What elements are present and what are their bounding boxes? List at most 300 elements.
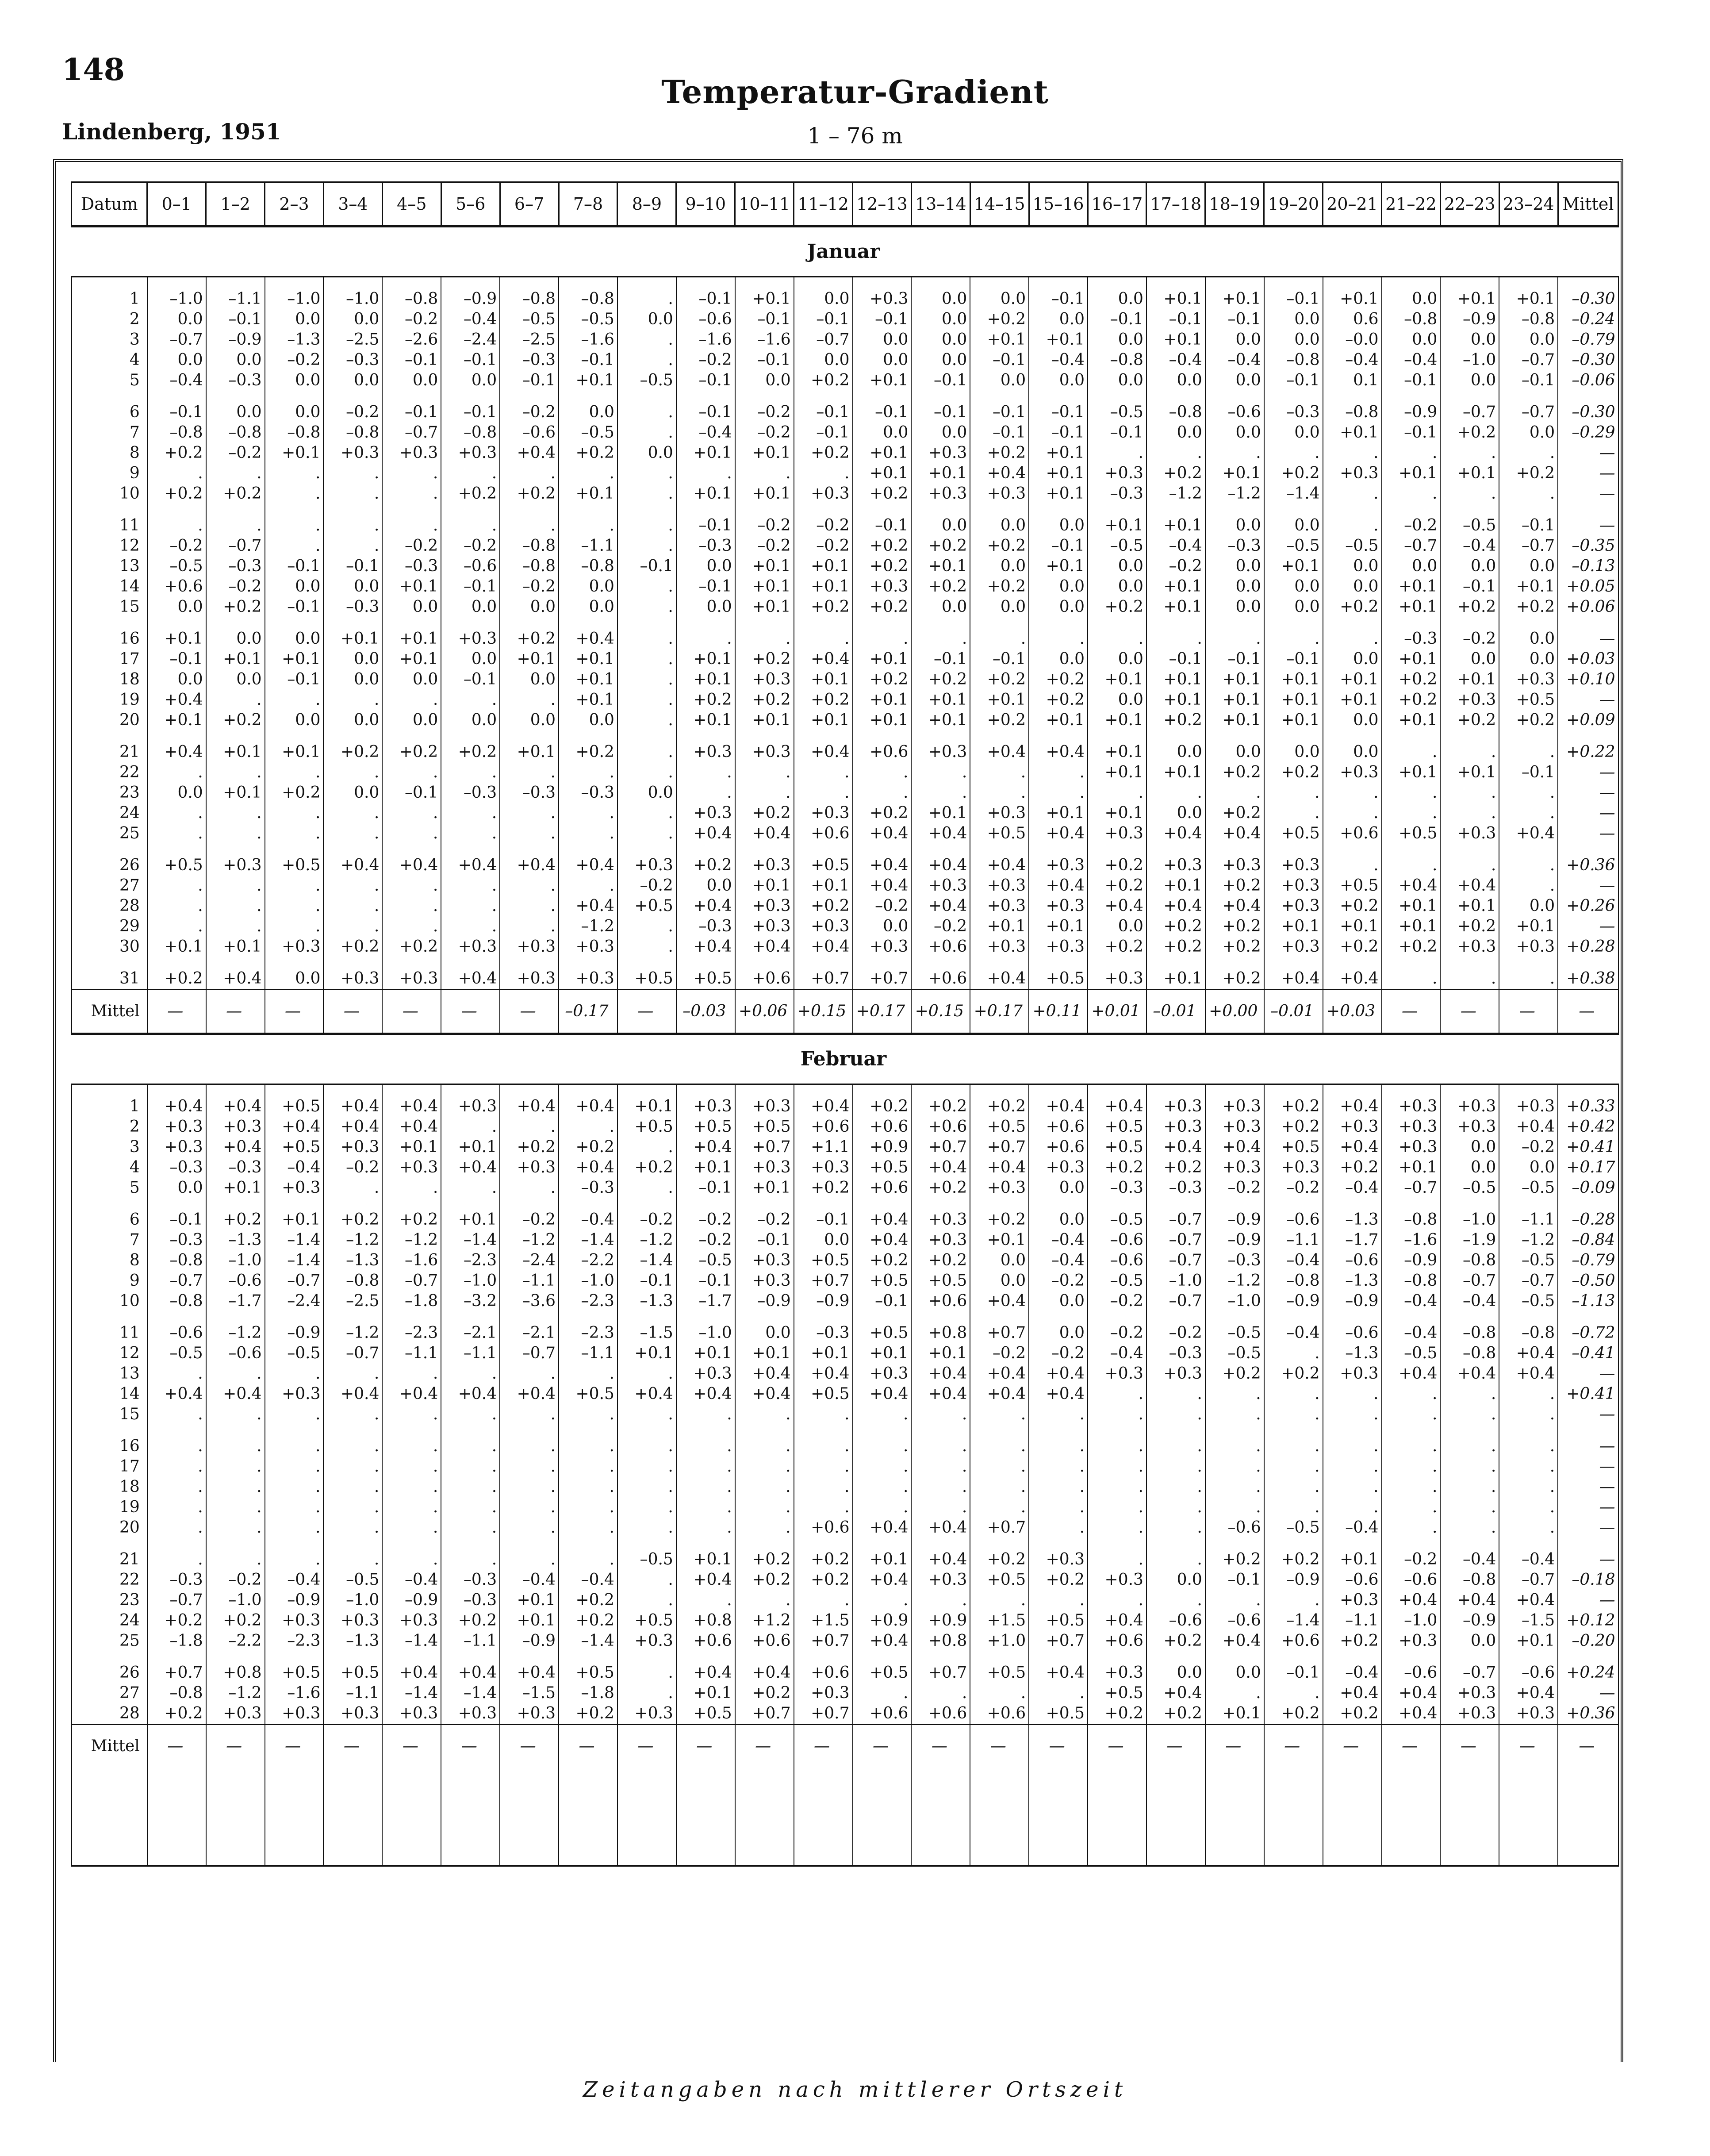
value-cell: +0.1 xyxy=(441,1210,500,1230)
value-cell: –0.4 xyxy=(1382,350,1441,370)
value-cell: +0.4 xyxy=(1205,1137,1264,1157)
value-cell: +0.2 xyxy=(1029,690,1088,710)
daily-mean-cell: –0.50 xyxy=(1558,1271,1618,1291)
value-cell: +0.1 xyxy=(735,289,794,309)
value-cell: 0.0 xyxy=(559,402,617,423)
value-cell: –0.7 xyxy=(794,330,853,350)
value-cell: +0.4 xyxy=(147,1096,206,1117)
value-cell: –1.3 xyxy=(206,1230,265,1250)
value-cell: . xyxy=(735,629,794,649)
value-cell: –0.1 xyxy=(147,649,206,669)
value-cell: –0.3 xyxy=(676,916,735,937)
table-row xyxy=(72,855,1618,876)
value-cell: +0.3 xyxy=(1088,1364,1146,1384)
value-cell: –0.7 xyxy=(1382,1178,1441,1198)
value-cell: +0.4 xyxy=(1029,823,1088,844)
monthly-mean-cell: — xyxy=(1499,990,1558,1034)
value-cell: –2.1 xyxy=(500,1323,559,1343)
value-cell: +0.5 xyxy=(265,1096,324,1117)
value-cell: +0.2 xyxy=(1264,1549,1323,1570)
value-cell: +0.2 xyxy=(382,937,441,957)
value-cell: +0.2 xyxy=(794,690,853,710)
value-cell: . xyxy=(500,1364,559,1384)
monthly-mean-cell: — xyxy=(441,1725,500,1768)
column-header-hour: 5–6 xyxy=(441,182,500,227)
value-cell: +0.4 xyxy=(735,1663,794,1683)
value-cell: . xyxy=(1146,1384,1205,1404)
value-cell: +0.1 xyxy=(853,690,912,710)
value-cell: –0.4 xyxy=(1264,1323,1323,1343)
value-cell: +0.4 xyxy=(1146,1683,1205,1703)
value-cell: –0.2 xyxy=(1264,1178,1323,1198)
monthly-mean-cell: — xyxy=(1088,1725,1146,1768)
value-cell: +0.4 xyxy=(441,968,500,990)
value-cell: +0.3 xyxy=(206,1117,265,1137)
value-cell: +0.1 xyxy=(382,629,441,649)
value-cell: . xyxy=(1499,1477,1558,1497)
value-cell: . xyxy=(382,876,441,896)
value-cell: . xyxy=(206,690,265,710)
table-row xyxy=(72,484,1618,504)
value-cell: –0.8 xyxy=(323,423,382,443)
value-cell: –0.8 xyxy=(1264,350,1323,370)
value-cell: 0.0 xyxy=(911,289,970,309)
value-cell: +0.3 xyxy=(735,1157,794,1178)
value-cell: . xyxy=(1205,1436,1264,1457)
value-cell: +0.3 xyxy=(382,443,441,463)
value-cell: –1.0 xyxy=(1440,1210,1499,1230)
value-cell: –0.9 xyxy=(1205,1210,1264,1230)
value-cell: +0.3 xyxy=(382,1157,441,1178)
value-cell: +0.5 xyxy=(853,1323,912,1343)
value-cell: +0.6 xyxy=(853,1178,912,1198)
value-cell: . xyxy=(1382,1457,1441,1477)
value-cell: +0.3 xyxy=(1205,1157,1264,1178)
table-row xyxy=(72,443,1618,463)
value-cell: +0.2 xyxy=(617,1157,676,1178)
value-cell: +0.3 xyxy=(382,1703,441,1725)
header-row xyxy=(72,182,1618,227)
value-cell: +0.2 xyxy=(382,1210,441,1230)
daily-mean-cell: +0.41 xyxy=(1558,1384,1618,1404)
date-cell: 14 xyxy=(72,1384,147,1404)
value-cell: +0.2 xyxy=(794,896,853,916)
value-cell: . xyxy=(1499,855,1558,876)
value-cell: . xyxy=(1088,1497,1146,1518)
value-cell: . xyxy=(265,484,324,504)
value-cell: +0.3 xyxy=(1382,1096,1441,1117)
value-cell: +0.2 xyxy=(970,1210,1029,1230)
daily-mean-cell: –1.13 xyxy=(1558,1291,1618,1311)
value-cell: . xyxy=(1499,876,1558,896)
value-cell: . xyxy=(559,823,617,844)
daily-mean-cell: +0.09 xyxy=(1558,710,1618,730)
value-cell: +0.3 xyxy=(323,443,382,463)
column-header-hour: 22–23 xyxy=(1440,182,1499,227)
group-spacer xyxy=(72,1538,1618,1549)
value-cell: –1.2 xyxy=(559,916,617,937)
value-cell: +0.4 xyxy=(147,690,206,710)
value-cell: . xyxy=(1382,1497,1441,1518)
value-cell: . xyxy=(617,350,676,370)
value-cell: . xyxy=(853,762,912,783)
value-cell: –0.1 xyxy=(735,309,794,330)
value-cell: +0.1 xyxy=(735,576,794,597)
value-cell: +0.1 xyxy=(970,330,1029,350)
monthly-mean-cell: — xyxy=(1382,1725,1441,1768)
value-cell: –1.0 xyxy=(323,289,382,309)
value-cell: +0.2 xyxy=(1440,916,1499,937)
value-cell: +0.3 xyxy=(911,484,970,504)
value-cell: . xyxy=(1440,1436,1499,1457)
table-row xyxy=(72,350,1618,370)
value-cell: 0.0 xyxy=(1088,370,1146,391)
value-cell: –1.8 xyxy=(147,1631,206,1651)
value-cell: . xyxy=(382,1518,441,1538)
value-cell: . xyxy=(1146,1549,1205,1570)
value-cell: +0.5 xyxy=(265,1137,324,1157)
value-cell: . xyxy=(1440,968,1499,990)
value-cell: +0.3 xyxy=(794,484,853,504)
value-cell: . xyxy=(1440,443,1499,463)
value-cell: +0.2 xyxy=(1323,1631,1382,1651)
value-cell: . xyxy=(1029,783,1088,803)
value-cell: +0.4 xyxy=(559,896,617,916)
value-cell: +0.2 xyxy=(1264,762,1323,783)
value-cell: –2.5 xyxy=(500,330,559,350)
monthly-mean-cell: — xyxy=(382,990,441,1034)
value-cell: . xyxy=(617,669,676,690)
table-row xyxy=(72,289,1618,309)
value-cell: +0.2 xyxy=(441,742,500,762)
value-cell: . xyxy=(206,823,265,844)
value-cell: –0.6 xyxy=(1205,402,1264,423)
value-cell: –0.6 xyxy=(500,423,559,443)
value-cell: +0.3 xyxy=(735,1250,794,1271)
value-cell: 0.0 xyxy=(500,597,559,617)
value-cell: . xyxy=(676,1497,735,1518)
value-cell: –0.1 xyxy=(676,515,735,536)
value-cell: +0.2 xyxy=(794,1570,853,1590)
value-cell: 0.0 xyxy=(1382,289,1441,309)
value-cell: –1.4 xyxy=(441,1230,500,1250)
value-cell: . xyxy=(265,690,324,710)
value-cell: . xyxy=(206,876,265,896)
value-cell: . xyxy=(617,1457,676,1477)
value-cell: –0.2 xyxy=(911,916,970,937)
value-cell: +0.3 xyxy=(1499,937,1558,957)
value-cell: –0.4 xyxy=(1382,1323,1441,1343)
value-cell: +0.1 xyxy=(1146,289,1205,309)
value-cell: +0.3 xyxy=(676,742,735,762)
value-cell: –1.1 xyxy=(1323,1610,1382,1631)
value-cell: . xyxy=(265,762,324,783)
value-cell: –1.3 xyxy=(1323,1271,1382,1291)
value-cell: . xyxy=(1382,855,1441,876)
value-cell: . xyxy=(970,1477,1029,1497)
value-cell: . xyxy=(500,1497,559,1518)
value-cell: +0.1 xyxy=(1323,423,1382,443)
value-cell: +0.3 xyxy=(323,968,382,990)
value-cell: . xyxy=(265,1497,324,1518)
monthly-mean-cell: — xyxy=(794,1725,853,1768)
value-cell: +0.5 xyxy=(1088,1117,1146,1137)
value-cell: . xyxy=(1323,1497,1382,1518)
table-row xyxy=(72,803,1618,823)
value-cell: +0.1 xyxy=(911,1343,970,1364)
value-cell: +0.2 xyxy=(441,484,500,504)
value-cell: –0.1 xyxy=(1146,649,1205,669)
value-cell: +0.1 xyxy=(382,649,441,669)
value-cell: –0.1 xyxy=(617,556,676,576)
value-cell: –0.8 xyxy=(206,423,265,443)
value-cell: . xyxy=(206,1436,265,1457)
value-cell: 0.0 xyxy=(1029,649,1088,669)
value-cell: –0.2 xyxy=(1499,1137,1558,1157)
value-cell: +0.3 xyxy=(1088,823,1146,844)
value-cell: +0.3 xyxy=(676,1096,735,1117)
value-cell: –1.2 xyxy=(382,1230,441,1250)
value-cell: –0.2 xyxy=(1205,1178,1264,1198)
value-cell: –0.8 xyxy=(147,1683,206,1703)
value-cell: . xyxy=(911,1497,970,1518)
value-cell: +0.3 xyxy=(1323,762,1382,783)
value-cell: +0.4 xyxy=(1205,896,1264,916)
monthly-mean-cell: +0.00 xyxy=(1205,990,1264,1034)
value-cell: +0.6 xyxy=(1323,823,1382,844)
value-cell: +0.1 xyxy=(1382,710,1441,730)
value-cell: +0.4 xyxy=(970,1291,1029,1311)
value-cell: . xyxy=(970,629,1029,649)
value-cell: +0.3 xyxy=(1146,1364,1205,1384)
value-cell: . xyxy=(559,515,617,536)
value-cell: –0.6 xyxy=(1205,1518,1264,1538)
value-cell: . xyxy=(382,1178,441,1198)
value-cell: –2.3 xyxy=(559,1291,617,1311)
monthly-mean-cell: — xyxy=(382,1725,441,1768)
value-cell: –0.7 xyxy=(147,1590,206,1610)
value-cell: . xyxy=(617,1137,676,1157)
daily-mean-cell: –0.35 xyxy=(1558,536,1618,556)
value-cell: –1.0 xyxy=(676,1323,735,1343)
column-header-hour: 2–3 xyxy=(265,182,324,227)
value-cell: –0.2 xyxy=(1382,1549,1441,1570)
value-cell: . xyxy=(441,823,500,844)
value-cell: +0.1 xyxy=(853,1549,912,1570)
value-cell: +1.2 xyxy=(735,1610,794,1631)
value-cell: –1.5 xyxy=(500,1683,559,1703)
value-cell: +0.3 xyxy=(970,1178,1029,1198)
daily-mean-cell: — xyxy=(1558,1549,1618,1570)
value-cell: +0.1 xyxy=(676,443,735,463)
value-cell: . xyxy=(617,742,676,762)
monthly-mean-cell: +0.15 xyxy=(911,990,970,1034)
value-cell: +0.4 xyxy=(441,855,500,876)
table-row xyxy=(72,1343,1618,1364)
table-row xyxy=(72,1518,1618,1538)
value-cell: +0.4 xyxy=(500,1663,559,1683)
value-cell: . xyxy=(1323,855,1382,876)
value-cell: . xyxy=(265,463,324,484)
value-cell: +0.1 xyxy=(147,629,206,649)
value-cell: +0.1 xyxy=(1029,556,1088,576)
value-cell: +0.2 xyxy=(970,576,1029,597)
value-cell: . xyxy=(206,916,265,937)
column-header-hour: 12–13 xyxy=(853,182,912,227)
value-cell: –0.1 xyxy=(1264,649,1323,669)
value-cell: –0.4 xyxy=(559,1570,617,1590)
value-cell: . xyxy=(1146,1518,1205,1538)
value-cell: +0.2 xyxy=(1323,1157,1382,1178)
value-cell: . xyxy=(559,876,617,896)
monthly-mean-cell: — xyxy=(1029,1725,1088,1768)
value-cell: . xyxy=(323,515,382,536)
value-cell: +0.7 xyxy=(970,1518,1029,1538)
value-cell: . xyxy=(1029,1457,1088,1477)
daily-mean-cell: — xyxy=(1558,629,1618,649)
date-cell: 16 xyxy=(72,1436,147,1457)
value-cell: +0.4 xyxy=(1088,896,1146,916)
value-cell: 0.0 xyxy=(1323,576,1382,597)
value-cell: . xyxy=(853,1590,912,1610)
value-cell: +0.3 xyxy=(1264,937,1323,957)
value-cell: +0.3 xyxy=(500,1703,559,1725)
value-cell: . xyxy=(1382,1436,1441,1457)
value-cell: +0.3 xyxy=(911,742,970,762)
value-cell: . xyxy=(617,1663,676,1683)
value-cell: –0.2 xyxy=(323,1157,382,1178)
value-cell: +0.1 xyxy=(676,649,735,669)
value-cell: +0.1 xyxy=(1029,803,1088,823)
value-cell: +0.7 xyxy=(735,1703,794,1725)
value-cell: +0.4 xyxy=(794,937,853,957)
value-cell: +0.3 xyxy=(147,1117,206,1137)
value-cell: . xyxy=(617,576,676,597)
date-cell: 15 xyxy=(72,1404,147,1425)
value-cell: –0.2 xyxy=(500,576,559,597)
value-cell: . xyxy=(1029,1518,1088,1538)
value-cell: +0.2 xyxy=(206,597,265,617)
value-cell: –1.4 xyxy=(382,1683,441,1703)
value-cell: +0.1 xyxy=(265,742,324,762)
value-cell: +0.4 xyxy=(1323,968,1382,990)
value-cell: . xyxy=(265,876,324,896)
value-cell: 0.0 xyxy=(970,597,1029,617)
value-cell: +0.3 xyxy=(735,896,794,916)
column-header-mean: Mittel xyxy=(1558,182,1618,227)
value-cell: +0.4 xyxy=(441,1157,500,1178)
value-cell: . xyxy=(206,1404,265,1425)
value-cell: . xyxy=(559,1436,617,1457)
table-row xyxy=(72,1096,1618,1117)
value-cell: +0.8 xyxy=(206,1663,265,1683)
value-cell: . xyxy=(853,1477,912,1497)
value-cell: +0.3 xyxy=(1382,1117,1441,1137)
value-cell: +0.4 xyxy=(1029,876,1088,896)
value-cell: –0.4 xyxy=(1382,1291,1441,1311)
value-cell: +0.5 xyxy=(147,855,206,876)
value-cell: –0.5 xyxy=(1264,1518,1323,1538)
value-cell: +0.3 xyxy=(1440,937,1499,957)
value-cell: +0.4 xyxy=(147,742,206,762)
value-cell: . xyxy=(441,1117,500,1137)
daily-mean-cell: — xyxy=(1558,1436,1618,1457)
value-cell: +0.3 xyxy=(1382,1137,1441,1157)
value-cell: –0.9 xyxy=(1323,1291,1382,1311)
value-cell: +0.4 xyxy=(1499,1117,1558,1137)
value-cell: +0.2 xyxy=(970,536,1029,556)
value-cell: +0.4 xyxy=(676,1570,735,1590)
value-cell: . xyxy=(441,1364,500,1384)
value-cell: –0.3 xyxy=(1382,629,1441,649)
value-cell: +0.4 xyxy=(1499,1683,1558,1703)
value-cell: –0.4 xyxy=(265,1157,324,1178)
value-cell: 0.0 xyxy=(1499,896,1558,916)
daily-mean-cell: –0.41 xyxy=(1558,1343,1618,1364)
value-cell: 0.0 xyxy=(1499,556,1558,576)
value-cell: . xyxy=(1088,1384,1146,1404)
value-cell: +0.2 xyxy=(1205,1364,1264,1384)
value-cell: +0.1 xyxy=(1146,690,1205,710)
value-cell: –0.8 xyxy=(147,1250,206,1271)
date-cell: 23 xyxy=(72,783,147,803)
value-cell: +0.4 xyxy=(1146,896,1205,916)
value-cell: +0.6 xyxy=(794,1117,853,1137)
value-cell: . xyxy=(265,1364,324,1384)
table-row xyxy=(72,876,1618,896)
value-cell: 0.0 xyxy=(1264,423,1323,443)
value-cell: –0.4 xyxy=(1146,536,1205,556)
value-cell: . xyxy=(147,823,206,844)
value-cell: . xyxy=(500,1518,559,1538)
value-cell: +0.1 xyxy=(1382,649,1441,669)
value-cell: –0.2 xyxy=(735,536,794,556)
value-cell: +0.3 xyxy=(911,1230,970,1250)
value-cell: . xyxy=(382,1457,441,1477)
daily-mean-cell: –0.72 xyxy=(1558,1323,1618,1343)
value-cell: . xyxy=(1146,783,1205,803)
value-cell: –0.5 xyxy=(1440,1178,1499,1198)
value-cell: +0.3 xyxy=(559,937,617,957)
value-cell: –0.2 xyxy=(794,536,853,556)
value-cell: . xyxy=(794,1404,853,1425)
value-cell: –0.3 xyxy=(1205,1250,1264,1271)
value-cell: +0.1 xyxy=(1264,690,1323,710)
value-cell: +0.4 xyxy=(500,443,559,463)
value-cell: 0.0 xyxy=(970,1271,1029,1291)
value-cell: –0.1 xyxy=(441,576,500,597)
date-cell: 2 xyxy=(72,1117,147,1137)
value-cell: –1.0 xyxy=(1440,350,1499,370)
daily-mean-cell: — xyxy=(1558,1404,1618,1425)
value-cell: +0.3 xyxy=(1029,855,1088,876)
value-cell: +0.1 xyxy=(911,690,970,710)
value-cell: +0.1 xyxy=(1205,710,1264,730)
value-cell: +0.3 xyxy=(441,443,500,463)
value-cell: +0.2 xyxy=(1205,876,1264,896)
value-cell: –0.2 xyxy=(1088,1291,1146,1311)
value-cell: . xyxy=(1205,1457,1264,1477)
value-cell: +0.5 xyxy=(970,823,1029,844)
value-cell: . xyxy=(735,1518,794,1538)
value-cell: . xyxy=(323,1518,382,1538)
value-cell: +0.3 xyxy=(1440,690,1499,710)
value-cell: +0.5 xyxy=(323,1663,382,1683)
column-header-hour: 21–22 xyxy=(1382,182,1441,227)
value-cell: –0.1 xyxy=(1499,762,1558,783)
date-cell: 25 xyxy=(72,823,147,844)
value-cell: . xyxy=(147,1518,206,1538)
